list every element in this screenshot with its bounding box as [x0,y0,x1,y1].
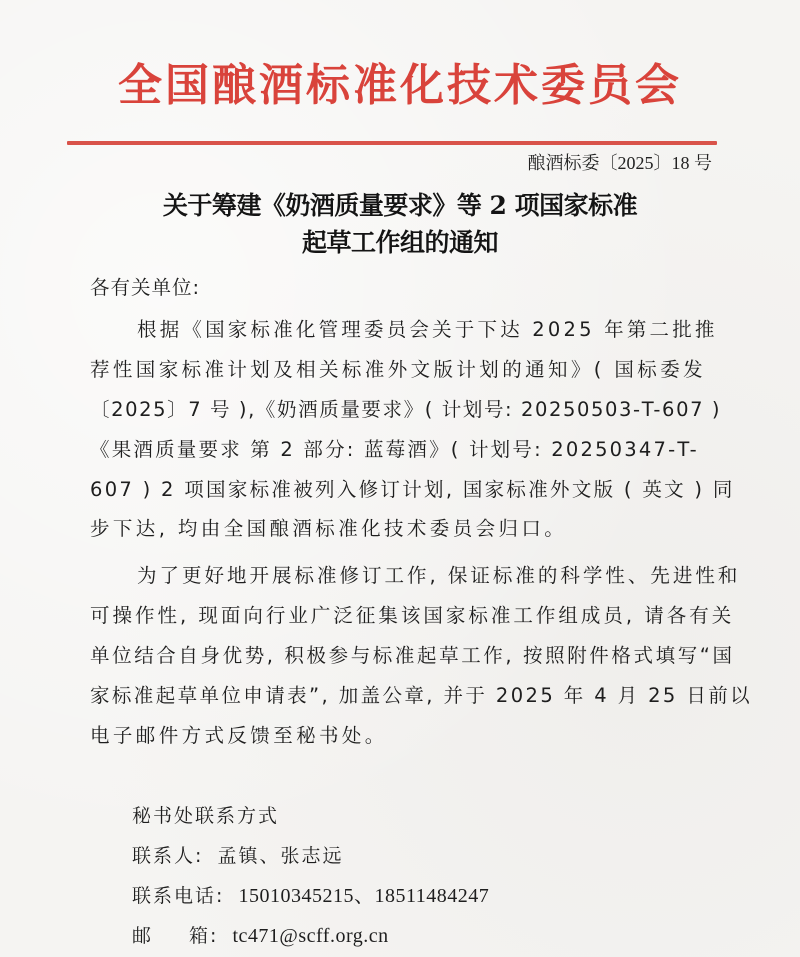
paragraph-line: 可操作性, 现面向行业广泛征集该国家标准工作组成员, 请各有关 [90,604,735,627]
paragraph-line: 家标准起草单位申请表”, 加盖公章, 并于 2025 年 4 月 25 日前以 [90,684,753,707]
document-number: 酿酒标委〔2025〕18 号 [527,153,712,173]
paragraph-line: 单位结合自身优势, 积极参与标准起草工作, 按照附件格式填写“国 [90,644,735,667]
contact-phone-value: 15010345215、18511484247 [238,885,490,907]
secretariat-contact [132,796,489,956]
contact-email-value[interactable]: tc471@scff.org.cn [232,925,389,947]
paragraph-line: 电子邮件方式反馈至秘书处。 [90,724,388,747]
paragraph-line: 根据《国家标准化管理委员会关于下达 2025 年第二批推 [137,318,718,341]
contact-phone-row [132,876,489,916]
letterhead-title: 全国酿酒标准化技术委员会 [118,60,682,111]
contact-email-label-1: 邮 [132,925,154,947]
paragraph-line: 607 ) 2 项国家标准被列入修订计划, 国家标准外文版 ( 英文 ) 同 [90,478,735,501]
red-divider-rule [67,141,717,145]
contact-persons-value: 孟镇、张志远 [217,845,344,867]
paragraph-line: 〔2025〕7 号 ),《奶酒质量要求》( 计划号: 20250503-T-607 ) [90,398,722,421]
paragraph-line: 《果酒质量要求 第 2 部分: 蓝莓酒》( 计划号: 20250347-T- [90,438,699,461]
notice-title-line-1: 关于筹建《奶酒质量要求》等 2 项国家标准 [162,191,638,220]
contact-phone-label: 联系电话: [132,885,225,907]
paragraph-line: 荐性国家标准计划及相关标准外文版计划的通知》( 国标委发 [90,358,707,381]
notice-title-line-2: 起草工作组的通知 [301,228,498,257]
contact-persons-row [132,836,489,876]
salutation: 各有关单位: [90,276,201,299]
contact-heading: 秘书处联系方式 [132,805,280,827]
contact-email-row [132,916,489,956]
contact-email-label-2: 箱: [189,925,219,947]
paragraph-line: 步下达, 均由全国酿酒标准化技术委员会归口。 [90,517,568,540]
contact-persons-label: 联系人: [132,845,204,867]
paragraph-line: 为了更好地开展标准修订工作, 保证标准的科学性、先进性和 [137,564,741,587]
